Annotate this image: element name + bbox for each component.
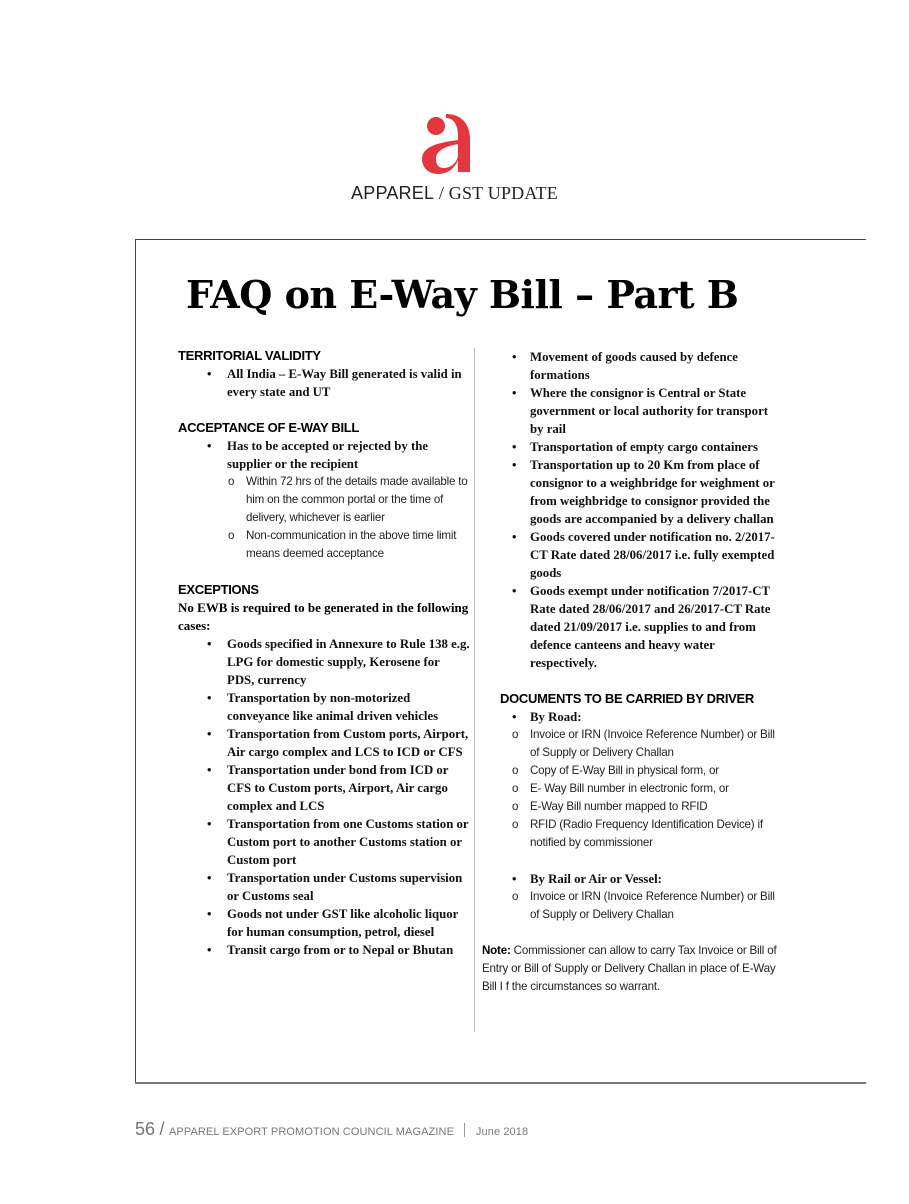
- territorial-list: [178, 365, 470, 401]
- sub-bullet-icon: o: [228, 475, 235, 488]
- sub-bullet-icon: o: [512, 800, 519, 813]
- list-item: • Transportation of empty cargo containers: [512, 440, 758, 454]
- footer-divider: [464, 1123, 465, 1137]
- list-item: • Transportation from one Customs station or Custom port to another Customs station or Custom port: [207, 817, 469, 867]
- bullet-icon: •: [512, 350, 517, 364]
- bullet-icon: •: [512, 458, 517, 472]
- article-title: FAQ on E-Way Bill – Part B: [186, 272, 739, 317]
- sub-list-item: o Invoice or IRN (Invoice Reference Number) or Bill of Supply or Delivery Challan: [512, 728, 775, 759]
- acceptance-sublist: [178, 473, 470, 563]
- list-item: • Goods not under GST like alcoholic liquor for human consumption, petrol, diesel: [207, 907, 459, 939]
- column-divider: [474, 348, 475, 1032]
- list-item: • Movement of goods caused by defence formations: [512, 350, 738, 382]
- frame-top-rule: [135, 239, 866, 240]
- frame-bottom-rule: [135, 1082, 866, 1084]
- sub-bullet-icon: o: [512, 890, 519, 903]
- list-item: • Transportation under bond from ICD or CFS to Custom ports, Airport, Air cargo complex and LCS: [207, 763, 449, 813]
- list-item: • Where the consignor is Central or State government or local authority for transport by rail: [512, 386, 769, 436]
- sub-list-item: o Non-communication in the above time limit means deemed acceptance: [228, 529, 457, 560]
- list-item: • All India – E-Way Bill generated is valid in every state and UT: [207, 367, 462, 399]
- bullet-icon: •: [207, 763, 212, 777]
- sub-list-item: o RFID (Radio Frequency Identification Device) if notified by commissioner: [512, 818, 763, 849]
- bullet-icon: •: [207, 871, 212, 885]
- right-column: [482, 348, 782, 996]
- section-category: APPAREL: [351, 183, 435, 203]
- sub-bullet-icon: o: [512, 764, 519, 777]
- list-item: • Transportation up to 20 Km from place of consignor to a weighbridge for weighment or from weighbridge to consignor provided the goods are accompanied by a delivery challan: [512, 458, 775, 526]
- acceptance-heading: ACCEPTANCE OF E-WAY BILL: [178, 420, 360, 435]
- bullet-icon: •: [512, 710, 517, 724]
- page-footer: [135, 1119, 528, 1140]
- by-road-sublist: [482, 726, 782, 852]
- list-item: • Has to be accepted or rejected by the supplier or the recipient: [207, 439, 429, 471]
- bullet-icon: •: [512, 440, 517, 454]
- bullet-icon: •: [207, 817, 212, 831]
- list-item: • Transportation under Customs supervision or Customs seal: [207, 871, 463, 903]
- by-rail-sublist: [482, 888, 782, 924]
- section-tag: [0, 183, 909, 204]
- bullet-icon: •: [207, 637, 212, 651]
- list-item: • Transportation by non-motorized conveyance like animal driven vehicles: [207, 691, 439, 723]
- bullet-icon: •: [512, 584, 517, 598]
- sub-bullet-icon: o: [512, 818, 519, 831]
- note-paragraph: [482, 942, 782, 996]
- territorial-heading: TERRITORIAL VALIDITY: [178, 348, 321, 363]
- list-item: • Goods covered under notification no. 2/2017- CT Rate dated 28/06/2017 i.e. fully exempted goods: [512, 530, 775, 580]
- list-item: • By Rail or Air or Vessel:: [512, 872, 662, 886]
- bullet-icon: •: [512, 872, 517, 886]
- bullet-icon: •: [207, 691, 212, 705]
- sub-list-item: o E-Way Bill number mapped to RFID: [482, 798, 782, 816]
- exceptions-intro: No EWB is required to be generated in the following cases:: [178, 600, 469, 633]
- sub-list-item: o Copy of E-Way Bill in physical form, or: [482, 762, 782, 780]
- list-item: • Goods exempt under notification 7/2017-CT Rate dated 28/06/2017 and 26/2017-CT Rate dated 21/09/2017 i.e. supplies to and from defence canteens and heavy water respectively.: [512, 584, 771, 670]
- bullet-icon: •: [207, 439, 212, 453]
- section-subcategory: GST UPDATE: [448, 183, 558, 203]
- exceptions-heading: EXCEPTIONS: [178, 582, 259, 597]
- exceptions-continued-list: [482, 348, 782, 672]
- list-item: • Transit cargo from or to Nepal or Bhutan: [207, 943, 454, 957]
- bullet-icon: •: [207, 727, 212, 741]
- sub-list-item: o Invoice or IRN (Invoice Reference Number) or Bill of Supply or Delivery Challan: [512, 890, 775, 921]
- by-rail-list: [482, 870, 782, 888]
- sub-bullet-icon: o: [512, 782, 519, 795]
- list-item: • Goods specified in Annexure to Rule 138 e.g. LPG for domestic supply, Kerosene for PDS, currency: [207, 637, 470, 687]
- bullet-icon: •: [512, 386, 517, 400]
- exceptions-list: [178, 635, 470, 959]
- page-number: 56: [135, 1119, 156, 1139]
- left-column: [178, 347, 470, 959]
- sub-list-item: o Within 72 hrs of the details made available to him on the common portal or the time of delivery, whichever is earlier: [228, 475, 468, 524]
- publication-name: APPAREL EXPORT PROMOTION COUNCIL MAGAZINE: [168, 1126, 455, 1138]
- list-item: • By Road:: [512, 710, 582, 724]
- issue-date: June 2018: [475, 1126, 529, 1138]
- acceptance-list: [178, 437, 470, 473]
- sub-bullet-icon: o: [228, 529, 235, 542]
- list-item: • Transportation from Custom ports, Airport, Air cargo complex and LCS to ICD or CFS: [207, 727, 469, 759]
- bullet-icon: •: [207, 367, 212, 381]
- bullet-icon: •: [207, 943, 212, 957]
- sub-bullet-icon: o: [512, 728, 519, 741]
- footer-slash: /: [159, 1119, 165, 1139]
- bullet-icon: •: [512, 530, 517, 544]
- documents-heading: DOCUMENTS TO BE CARRIED BY DRIVER: [500, 691, 754, 706]
- sub-list-item: o E- Way Bill number in electronic form, or: [482, 780, 782, 798]
- apparel-logo-icon: [420, 110, 484, 176]
- section-separator: /: [438, 183, 445, 203]
- bullet-icon: •: [207, 907, 212, 921]
- note-label: Note:: [482, 944, 511, 957]
- note-text: Commissioner can allow to carry Tax Invoice or Bill of Entry or Bill of Supply or Delivery Challan in place of E-Way Bill I f the circumstances so warrant.: [482, 944, 777, 993]
- by-road-list: [482, 708, 782, 726]
- frame-left-rule: [135, 239, 136, 1083]
